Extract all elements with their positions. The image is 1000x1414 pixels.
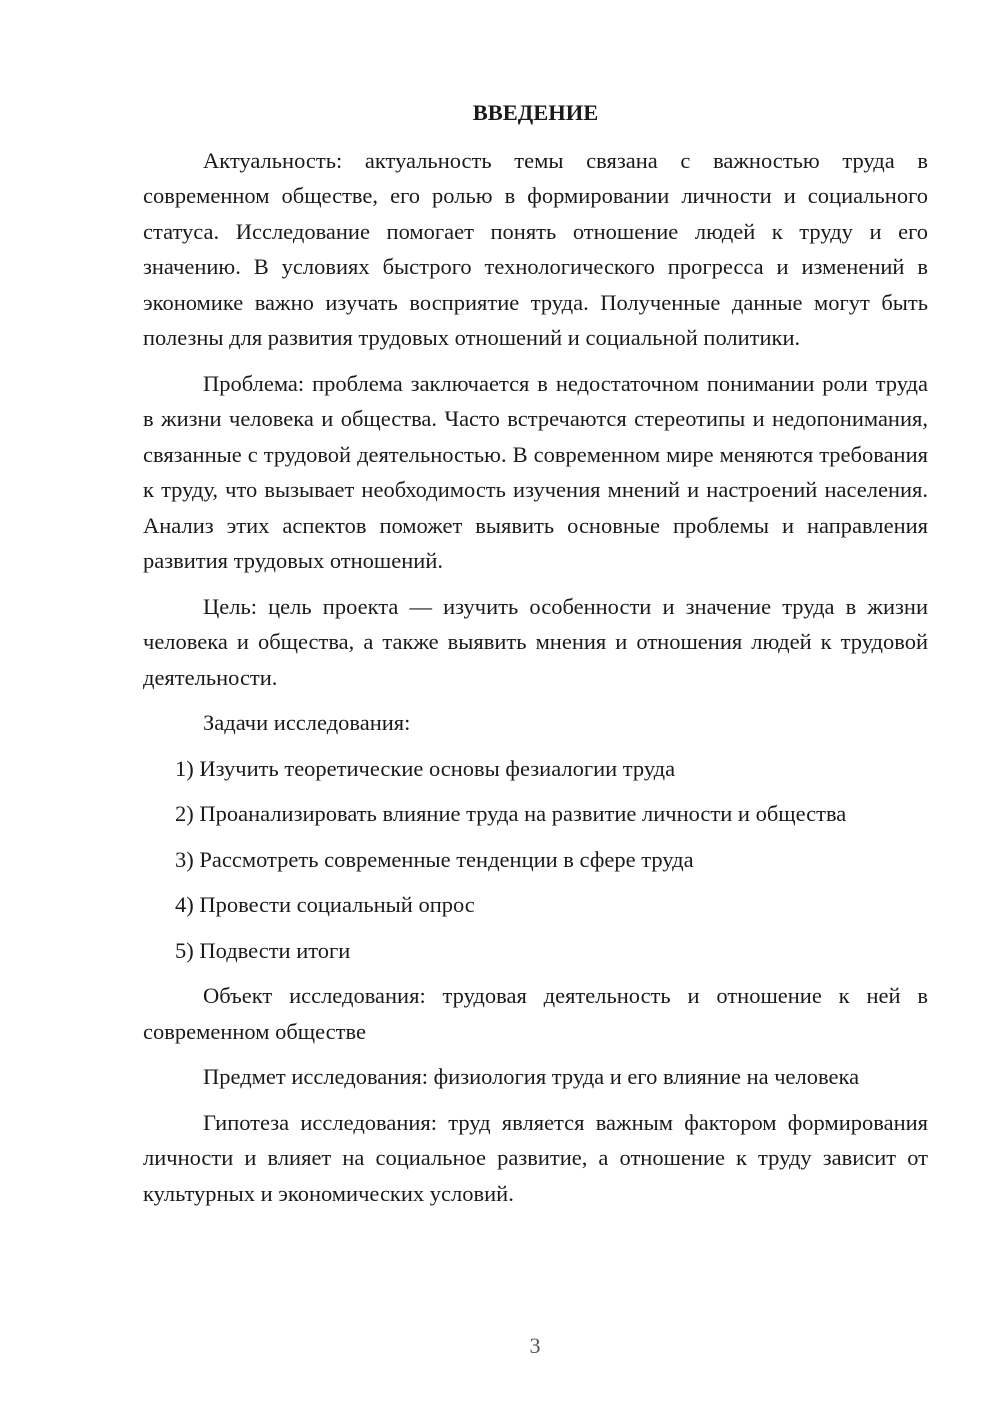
list-item: 1) Изучить теоретические основы фезиалогии труда (175, 755, 676, 781)
list-item: 3) Рассмотреть современные тенденции в сфере труда (175, 846, 694, 872)
paragraph-relevance: Актуальность: актуальность темы связана с важностью труда в современном обществе, его ролью в формировании личности и социального статуса. Исследование помогает понять отношение людей к труду и его значению. В условиях быстрого технологического прогресса и изменений в экономике важно изучать восприятие труда. Полученные данные могут быть полезны для развития трудовых отношений и социальной политики. (143, 147, 928, 350)
page-number: 3 (529, 1333, 541, 1358)
paragraph-problem: Проблема: проблема заключается в недостаточном понимании роли труда в жизни человека и общества. Часто встречаются стереотипы и недопонимания, связанные с трудовой деятельностью. В современном мире меняются требования к труду, что вызывает необходимость изучения мнений и настроений населения. Анализ этих аспектов поможет выявить основные проблемы и направления развития трудовых отношений. (143, 370, 928, 573)
paragraph-object: Объект исследования: трудовая деятельность и отношение к ней в современном обществе (143, 983, 928, 1044)
page-content (143, 95, 928, 1221)
tasks-heading: Задачи исследования: (203, 710, 411, 735)
section-title: ВВЕДЕНИЕ (472, 100, 599, 125)
list-item: 4) Провести социальный опрос (175, 892, 475, 917)
list-item: 2) Проанализировать влияние труда на развитие личности и общества (175, 801, 847, 826)
paragraph-goal: Цель: цель проекта — изучить особенности и значение труда в жизни человека и общества, а также выявить мнения и отношения людей к трудовой деятельности. (143, 593, 928, 690)
paragraph-hypothesis: Гипотеза исследования: труд является важным фактором формирования личности и влияет на социальное развитие, а отношение к труду зависит от культурных и экономических условий. (143, 1109, 928, 1206)
paragraph-subject: Предмет исследования: физиология труда и его влияние на человека (203, 1064, 860, 1089)
tasks-list (143, 751, 928, 969)
list-item: 5) Подвести итоги (175, 937, 351, 963)
